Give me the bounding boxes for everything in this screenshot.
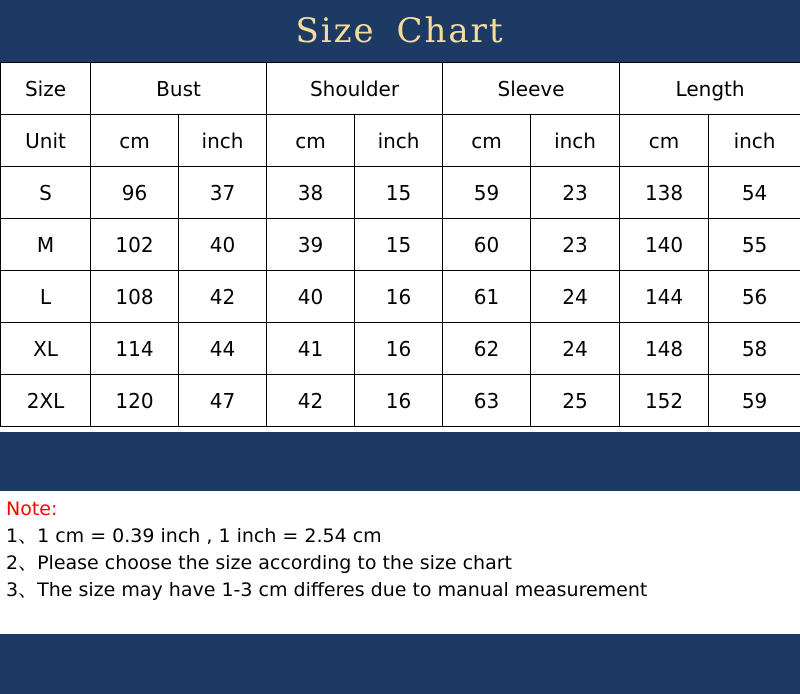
bust-inch-cell: 42 [179,271,267,323]
title-banner [0,0,800,62]
sleeve-inch-cell: 24 [531,323,620,375]
sleeve-cm-cell: 60 [443,219,531,271]
length-inch-cell: 59 [709,375,800,427]
unit-row [1,115,800,167]
page-title: Size Chart [295,11,505,51]
shoulder-header: Shoulder [267,63,443,115]
bust-inch-cell: 44 [179,323,267,375]
sleeve-header: Sleeve [443,63,620,115]
length-cm-unit: cm [620,115,709,167]
table-row [1,375,800,427]
sleeve-inch-unit: inch [531,115,620,167]
shoulder-inch-cell: 16 [355,375,443,427]
length-inch-cell: 56 [709,271,800,323]
length-inch-cell: 54 [709,167,800,219]
length-inch-unit: inch [709,115,800,167]
length-cm-cell: 148 [620,323,709,375]
note-title: Note: [6,498,58,520]
bust-inch-cell: 40 [179,219,267,271]
length-cm-cell: 140 [620,219,709,271]
shoulder-inch-cell: 16 [355,271,443,323]
size-cell: M [1,219,91,271]
bust-inch-unit: inch [179,115,267,167]
sleeve-inch-cell: 24 [531,271,620,323]
sleeve-cm-cell: 59 [443,167,531,219]
sleeve-cm-cell: 63 [443,375,531,427]
size-cell: L [1,271,91,323]
shoulder-inch-cell: 16 [355,323,443,375]
size-cell: 2XL [1,375,91,427]
bust-inch-cell: 47 [179,375,267,427]
shoulder-cm-cell: 41 [267,323,355,375]
shoulder-cm-cell: 42 [267,375,355,427]
footer-band [0,634,800,694]
size-header: Size [1,63,91,115]
sleeve-cm-unit: cm [443,115,531,167]
shoulder-cm-cell: 38 [267,167,355,219]
notes-section [6,496,796,604]
divider-band [0,432,800,491]
size-cell: S [1,167,91,219]
bust-cm-unit: cm [91,115,179,167]
table-row [1,271,800,323]
unit-header: Unit [1,115,91,167]
table-row [1,323,800,375]
bust-header: Bust [91,63,267,115]
bust-inch-cell: 37 [179,167,267,219]
bust-cm-cell: 96 [91,167,179,219]
note-item: 3、The size may have 1-3 cm differes due to manual measurement [6,579,648,601]
length-cm-cell: 144 [620,271,709,323]
note-item: 2、Please choose the size according to the size chart [6,552,512,574]
length-inch-cell: 55 [709,219,800,271]
table-row [1,167,800,219]
sleeve-inch-cell: 23 [531,219,620,271]
bust-cm-cell: 102 [91,219,179,271]
size-table [0,62,800,427]
shoulder-cm-unit: cm [267,115,355,167]
sleeve-cm-cell: 61 [443,271,531,323]
length-inch-cell: 58 [709,323,800,375]
shoulder-cm-cell: 39 [267,219,355,271]
size-cell: XL [1,323,91,375]
bust-cm-cell: 114 [91,323,179,375]
sleeve-inch-cell: 23 [531,167,620,219]
length-header: Length [620,63,800,115]
note-item: 1、1 cm = 0.39 inch , 1 inch = 2.54 cm [6,525,382,547]
bust-cm-cell: 108 [91,271,179,323]
sleeve-cm-cell: 62 [443,323,531,375]
table-row [1,219,800,271]
shoulder-inch-cell: 15 [355,219,443,271]
sleeve-inch-cell: 25 [531,375,620,427]
shoulder-inch-cell: 15 [355,167,443,219]
shoulder-inch-unit: inch [355,115,443,167]
shoulder-cm-cell: 40 [267,271,355,323]
header-row [1,63,800,115]
length-cm-cell: 138 [620,167,709,219]
bust-cm-cell: 120 [91,375,179,427]
length-cm-cell: 152 [620,375,709,427]
